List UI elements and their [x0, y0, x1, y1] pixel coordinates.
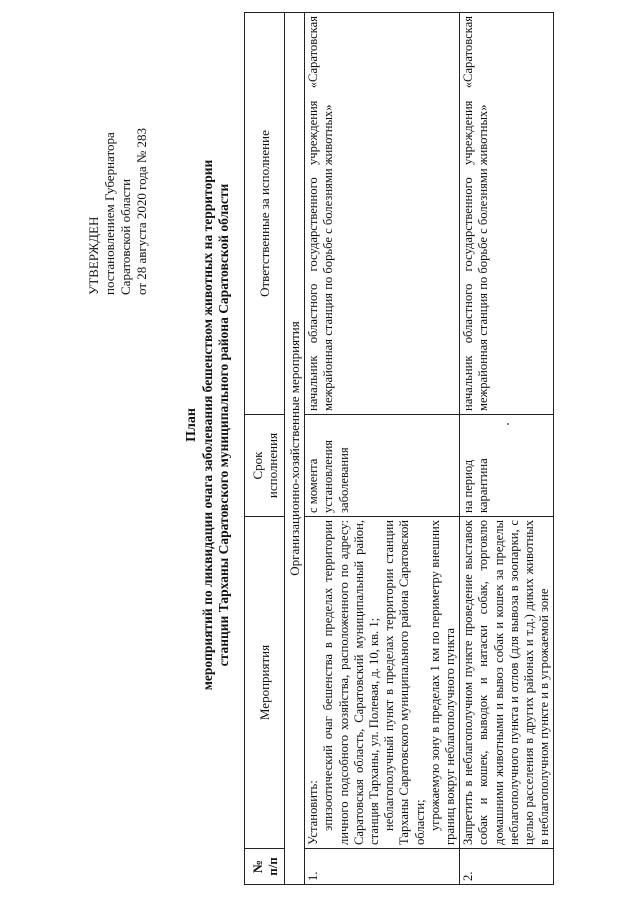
row-number: 2.	[460, 849, 554, 885]
table-header-row	[245, 13, 285, 885]
approval-line-2: постановлением Губернатора	[102, 132, 117, 295]
measure-paragraph: эпизоотический очаг бешенства в пределах территории личного подсобного хозяйства, расположенного по адресу: Саратовская область, Саратовский муниципальный район, станция Тарханы, ул. Полевая, д. 10, кв. 1;	[321, 520, 382, 845]
approval-line-4: от 28 августа 2020 года № 283	[134, 127, 149, 295]
row-term: с момента установления заболевания	[305, 415, 460, 517]
table-row	[305, 13, 460, 885]
row-number: 1.	[305, 849, 460, 885]
header-term: Срок исполнения	[245, 415, 285, 517]
measure-paragraph: угрожаемую зону в пределах 1 км по периметру внешних границ вокруг неблагополучного пункта	[427, 520, 458, 845]
row-term: на период карантина	[460, 415, 554, 517]
approval-line-3: Саратовской области	[118, 178, 133, 295]
approval-line-1: УТВЕРЖДЕН	[86, 216, 101, 295]
row-responsible: начальник областного государственного учреждения «Саратовская межрайонная станция по борьбе с болезнями животных»	[460, 13, 554, 415]
plan-table	[244, 12, 554, 885]
document-subtitle-line-1: мероприятий по ликвидации очага заболевания бешенством животных на территории	[200, 159, 215, 691]
document-title: План	[184, 408, 199, 442]
document-subtitle-line-2: станции Тарханы Саратовского муниципального района Саратовской области	[216, 183, 231, 667]
section-title: Организационно-хозяйственные мероприятия	[285, 13, 305, 885]
measure-paragraph: неблагополучный пункт в пределах территории станции Тарханы Саратовского муниципального района Саратовской области;	[382, 520, 427, 845]
header-measures: Мероприятия	[245, 517, 285, 849]
header-number: № п/п	[245, 849, 285, 885]
document-heading	[184, 115, 232, 735]
row-responsible: начальник областного государственного учреждения «Саратовская межрайонная станция по борьбе с болезнями животных»	[305, 13, 460, 415]
table-row	[460, 13, 554, 885]
row-measure: Запретить в неблагополучном пункте проведение выставок собак и кошек, выводок и натаски собак, торговлю домашними животными и вывоз собак и кошек за пределы неблагополучного пункта и отлов (для вывоза в зоопарки, с целью расселения в других районах и т.д.) диких животных в неблагополучном пункте и в угрожаемой зоне	[460, 517, 554, 849]
table-section-row	[285, 13, 305, 885]
approval-stamp	[86, 128, 150, 295]
header-responsible: Ответственные за исполнение	[245, 13, 285, 415]
scan-speck	[507, 423, 509, 425]
measure-intro: Установить:	[306, 780, 321, 845]
row-measure	[305, 517, 460, 849]
